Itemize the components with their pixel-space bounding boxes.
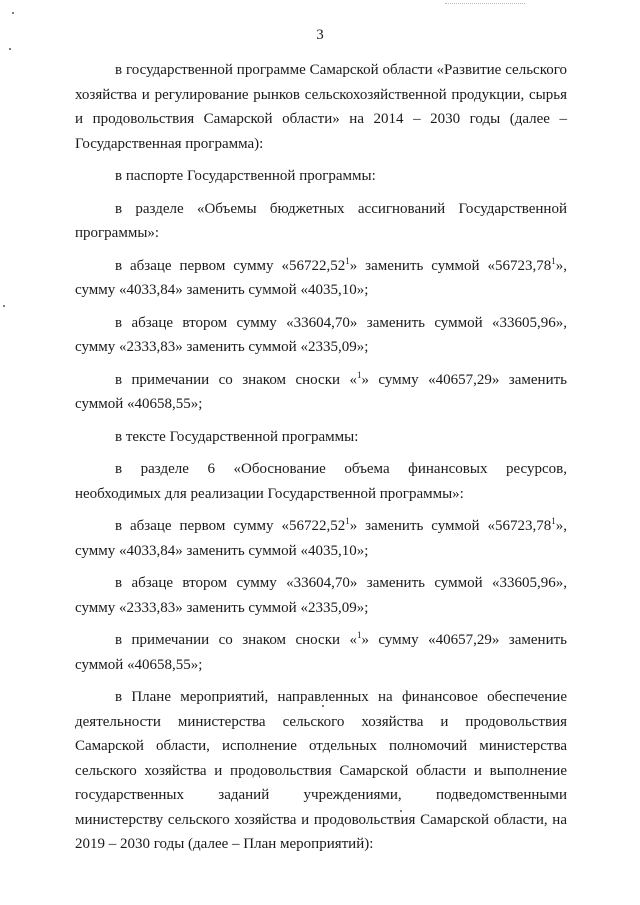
paragraph-text: в тексте Государственной программы: [115, 428, 359, 445]
footnote-mark: 1 [551, 255, 556, 266]
paragraph [75, 628, 567, 677]
paragraph-text: в абзаце втором сумму «33604,70» заменить суммой «33605,96», сумму «2333,83» заменить суммой «2335,09»; [75, 314, 567, 355]
paragraph-text: в абзаце втором сумму «33604,70» заменить суммой «33605,96», сумму «2333,83» заменить суммой «2335,09»; [75, 575, 567, 616]
paragraph [75, 425, 567, 450]
paragraph-text: в Плане мероприятий, направленных на финансовое обеспечение деятельности министерства сельского хозяйства и продовольствия Самарской области, исполнение отдельных полномочий министерства сельского хозяйства и продовольствия Самарской области и выполнение государственных заданий учреждениями, подведомственными министерству сельского хозяйства и продовольствия Самарской области, на 2019 – 2030 годы (далее – План мероприятий): [75, 689, 567, 852]
footnote-mark: 1 [551, 516, 556, 526]
footnote-mark: 1 [345, 516, 350, 526]
scan-artifact-line [445, 3, 525, 4]
paragraph [75, 514, 567, 563]
footnote-mark: 1 [356, 630, 362, 640]
paragraph [75, 368, 567, 417]
paragraph-text: », сумму «4033,84» заменить суммой «4035,10»; [75, 518, 567, 559]
paragraph [75, 58, 567, 156]
paragraph [75, 571, 567, 620]
footnote-mark: 1 [356, 369, 362, 380]
paragraph [75, 685, 567, 857]
body-text [75, 58, 567, 857]
paragraph-text: » сумму «40657,29» заменить суммой «40658,55»; [75, 632, 567, 673]
paragraph-text: в разделе «Объемы бюджетных ассигнований Государственной программы»: [75, 200, 567, 241]
paragraph-text: в абзаце первом сумму «56722,52 [115, 518, 346, 534]
paragraph [75, 197, 567, 246]
page-number: 3 [316, 27, 324, 43]
paragraph-text: » заменить суммой «56723,78 [349, 518, 552, 534]
paragraph-text: в абзаце первом сумму «56722,52 [115, 257, 346, 274]
paragraph [75, 254, 567, 303]
paragraph [75, 164, 567, 189]
footnote-mark: 1 [345, 255, 350, 266]
paragraph-text: в паспорте Государственной программы: [115, 168, 376, 184]
paragraph-text: в государственной программе Самарской области «Развитие сельского хозяйства и регулирование рынков сельскохозяйственной продукции, сырья и продовольствия Самарской области» на 2014 – 2030 годы (далее – Государственная программа): [75, 62, 567, 152]
paragraph [75, 457, 567, 506]
paragraph-text: » сумму «40657,29» заменить суммой «40658,55»; [75, 371, 567, 412]
paragraph-text: », сумму «4033,84» заменить суммой «4035,10»; [75, 257, 567, 298]
paragraph-text: в примечании со знаком сноски « [115, 632, 357, 648]
paragraph [75, 311, 567, 360]
paragraph-text: в разделе 6 «Обоснование объема финансовых ресурсов, необходимых для реализации Государственной программы»: [75, 461, 567, 502]
paragraph-text: в примечании со знаком сноски « [115, 371, 357, 388]
paragraph-text: » заменить суммой «56723,78 [349, 257, 552, 274]
